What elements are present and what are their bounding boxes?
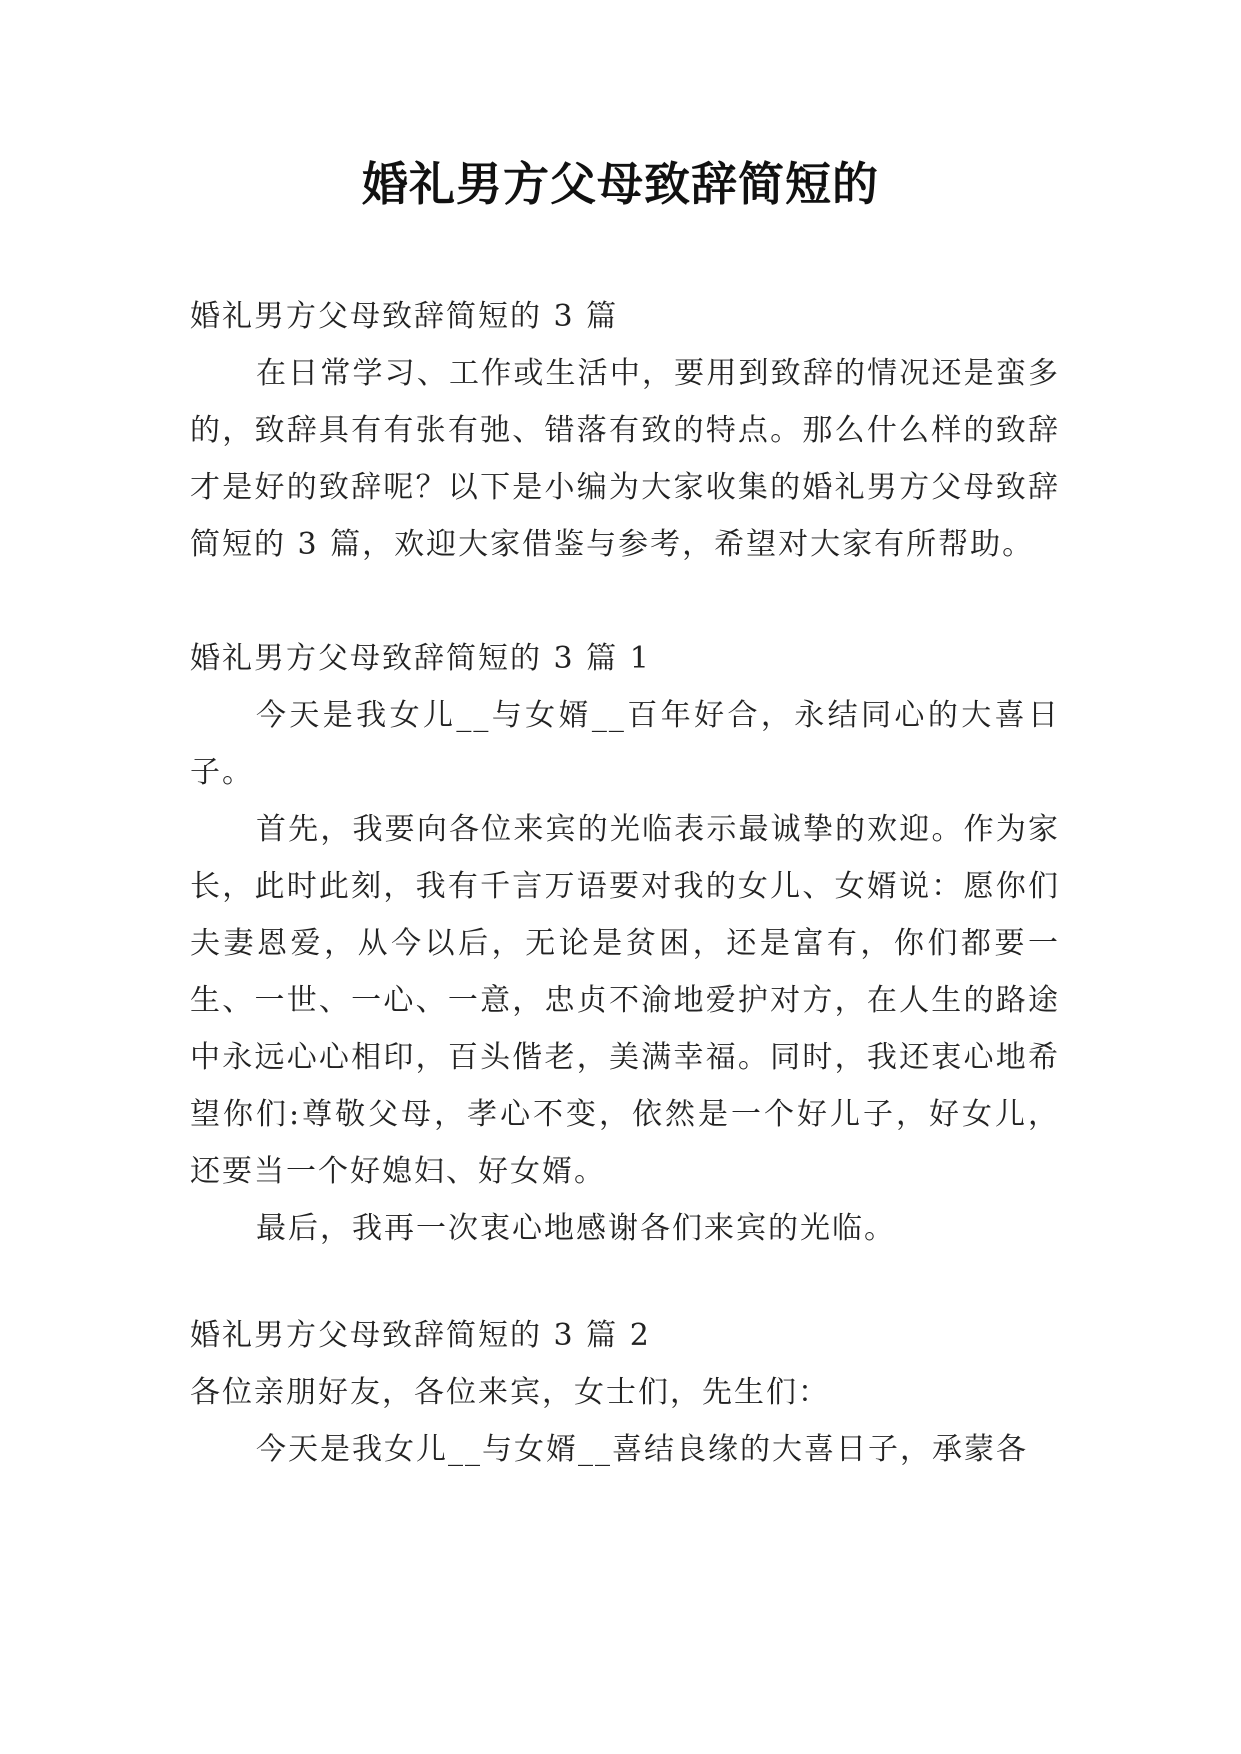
intro-heading: 婚礼男方父母致辞简短的 3 篇: [190, 299, 619, 334]
section1-paragraph-1: 今天是我女儿__与女婿__百年好合，永结同心的大喜日子。: [190, 698, 1060, 790]
document-body: [190, 288, 1060, 1478]
section2-paragraph-1: 今天是我女儿__与女婿__喜结良缘的大喜日子，承蒙各: [256, 1432, 1028, 1467]
document-title: 婚礼男方父母致辞简短的: [362, 157, 879, 211]
section1-heading: 婚礼男方父母致辞简短的 3 篇 1: [190, 641, 651, 676]
section1-paragraph-2: 首先，我要向各位来宾的光临表示最诚挚的欢迎。作为家长，此时此刻，我有千言万语要对我的女儿、女婿说：愿你们夫妻恩爱，从今以后，无论是贫困，还是富有，你们都要一生、一世、一心、一意，忠贞不渝地爱护对方，在人生的路途中永远心心相印，百头偕老，美满幸福。同时，我还衷心地希望你们:尊敬父母，孝心不变，依然是一个好儿子，好女儿，还要当一个好媳妇、好女婿。: [190, 812, 1060, 1189]
intro-paragraph: 在日常学习、工作或生活中，要用到致辞的情况还是蛮多的，致辞具有有张有弛、错落有致的特点。那么什么样的致辞才是好的致辞呢？以下是小编为大家收集的婚礼男方父母致辞简短的 3 篇，欢迎大家借鉴与参考，希望对大家有所帮助。: [190, 356, 1060, 562]
section-spacer: [190, 573, 1060, 630]
section2-salutation: 各位亲朋好友，各位来宾，女士们，先生们：: [190, 1375, 830, 1410]
section1-paragraph-3: 最后，我再一次衷心地感谢各们来宾的光临。: [256, 1211, 896, 1246]
section2-heading: 婚礼男方父母致辞简短的 3 篇 2: [190, 1318, 651, 1353]
section-spacer: [190, 1257, 1060, 1307]
